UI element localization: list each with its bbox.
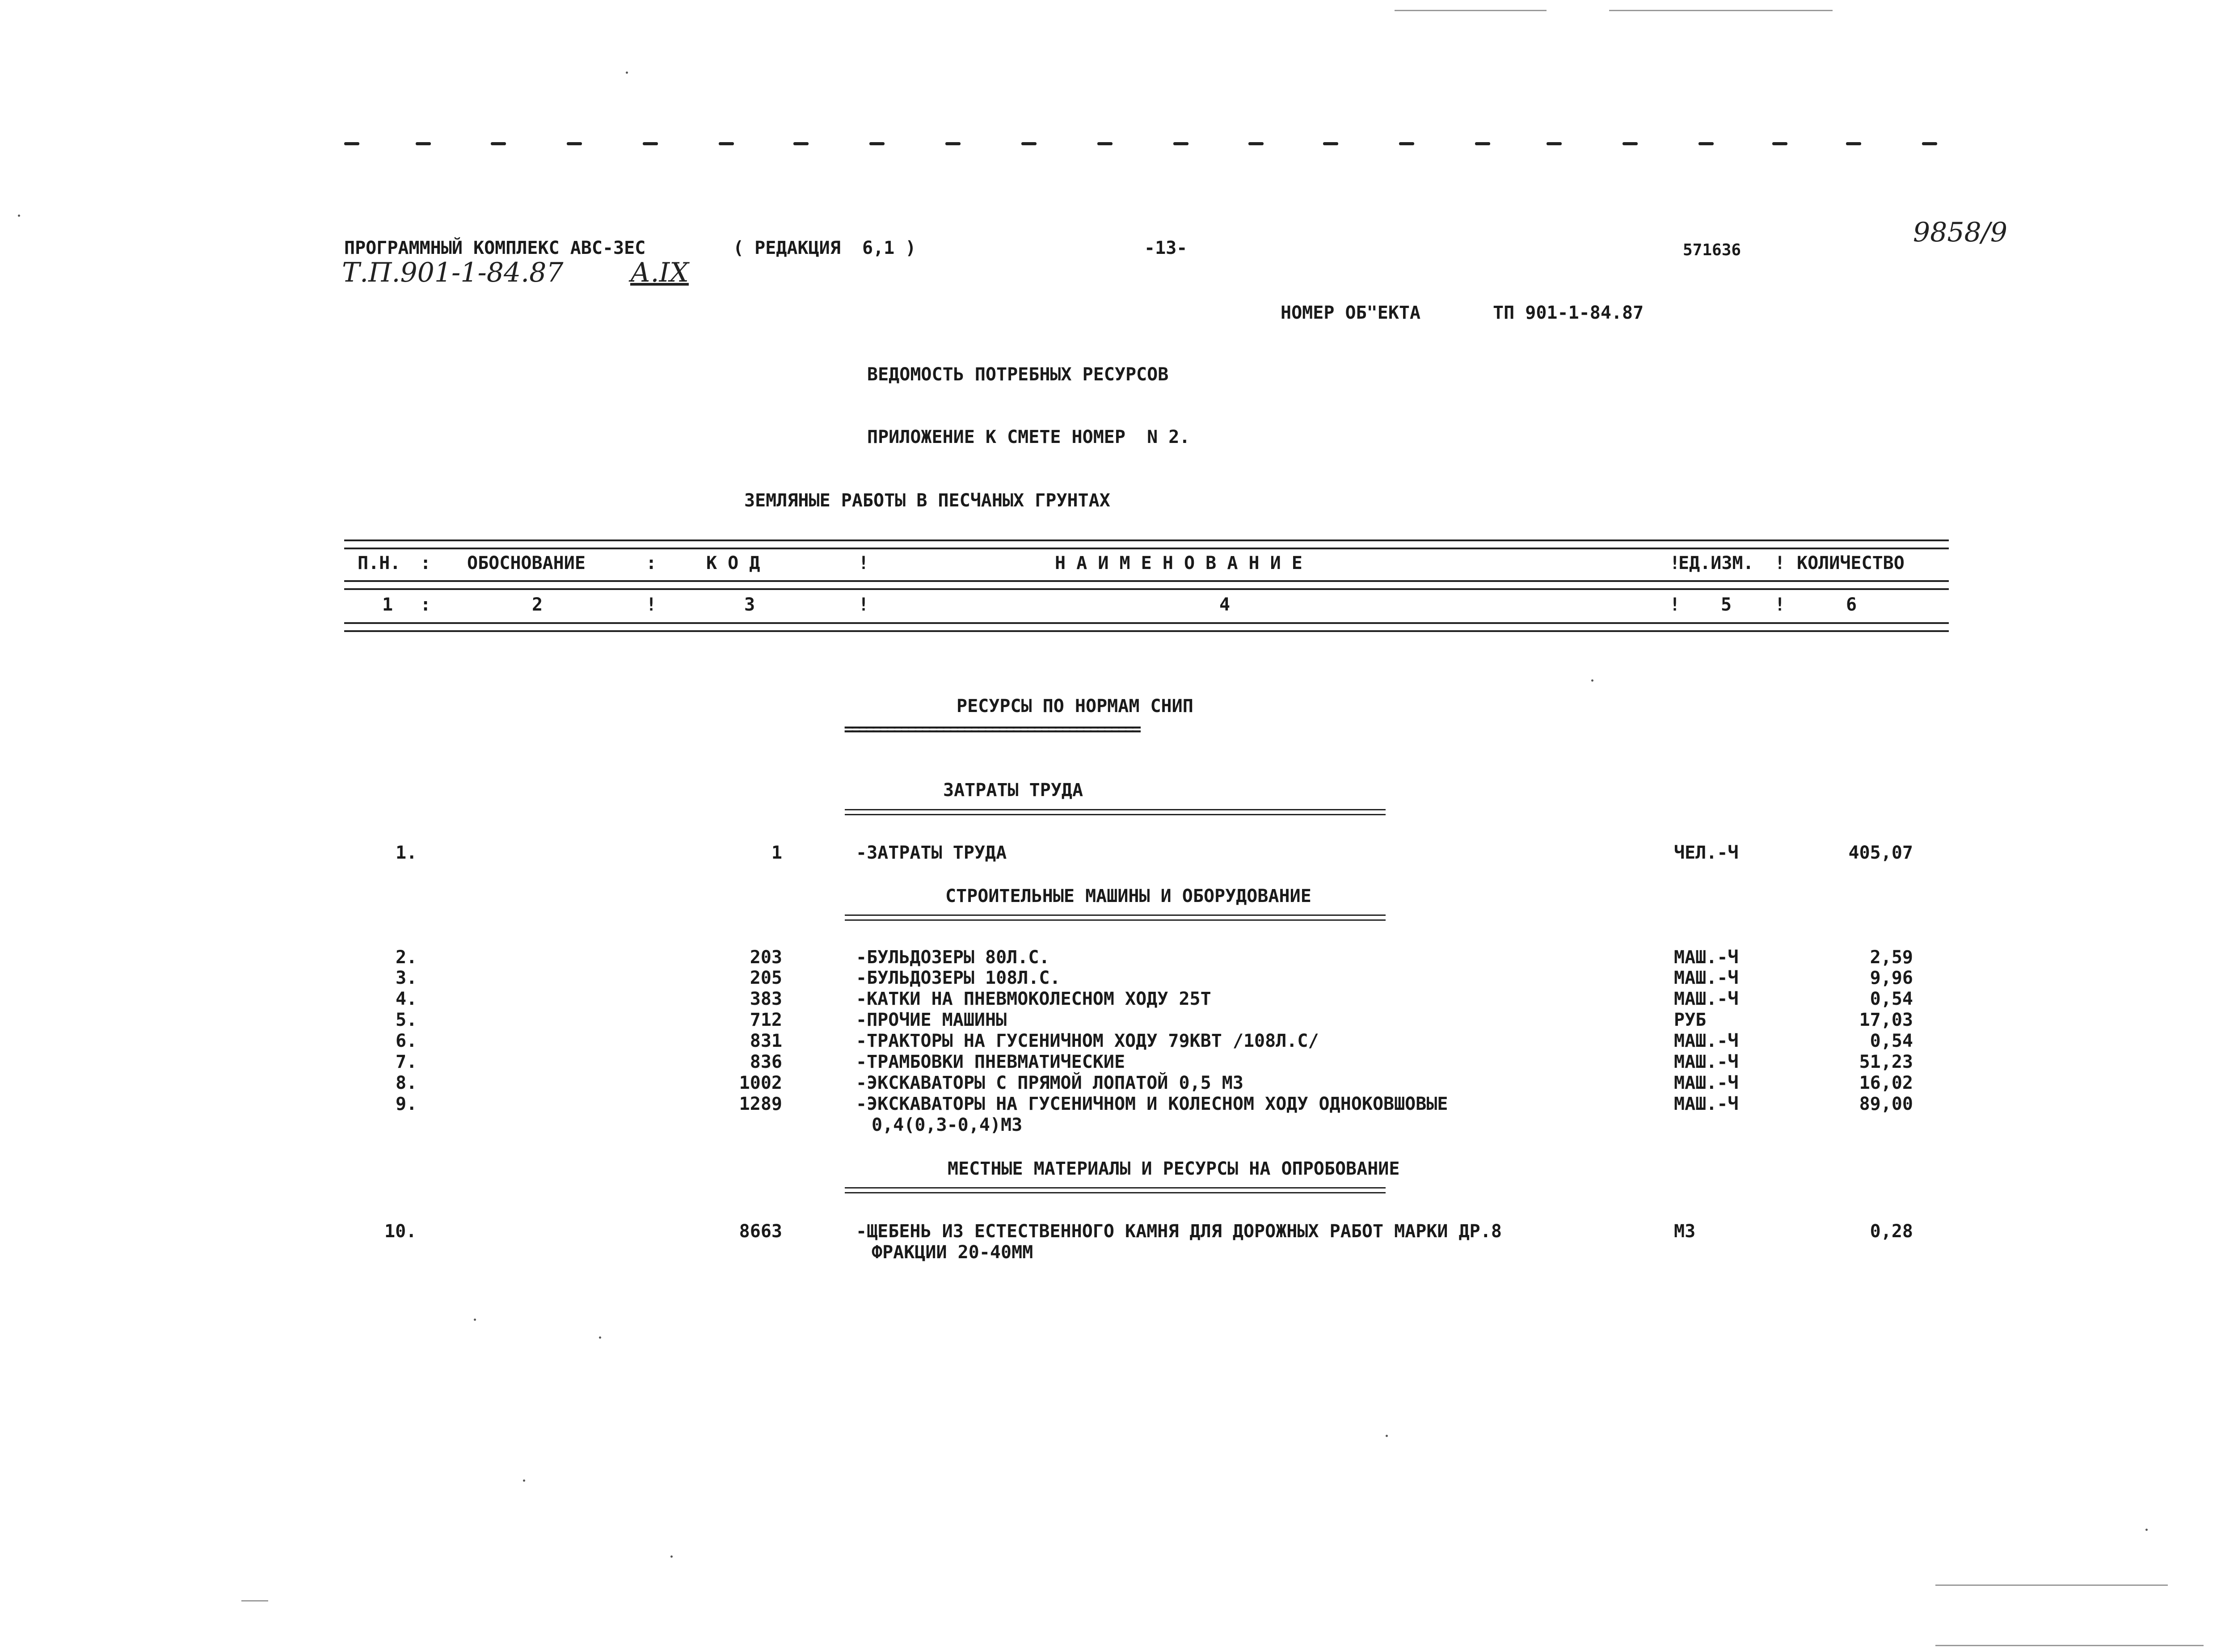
materials-group-rule — [845, 1187, 1386, 1193]
row-code: 1002 — [739, 1073, 782, 1093]
row-unit: МАШ.-Ч — [1674, 1094, 1739, 1114]
column-number: 1 — [382, 594, 393, 615]
column-header-quantity: КОЛИЧЕСТВО — [1797, 553, 1905, 573]
section-title: ЗЕМЛЯНЫЕ РАБОТЫ В ПЕСЧАНЫХ ГРУНТАХ — [744, 490, 1110, 511]
row-quantity: 0,54 — [1870, 1031, 1913, 1051]
resources-group-title: РЕСУРСЫ ПО НОРМАМ СНИП — [957, 696, 1193, 716]
row-number: 6. — [396, 1031, 417, 1051]
handwritten-corner-note: 9858/9 — [1913, 217, 2008, 248]
column-header-unit: ЕД.ИЗМ. — [1678, 553, 1754, 573]
column-separator: ! — [1774, 594, 1786, 615]
row-name: -ЩЕБЕНЬ ИЗ ЕСТЕСТВЕННОГО КАМНЯ ДЛЯ ДОРОЖНЫХ РАБОТ МАРКИ ДР.8 — [856, 1221, 1502, 1242]
column-number: 5 — [1721, 594, 1732, 615]
document-code: 571636 — [1683, 241, 1741, 259]
row-unit: М3 — [1674, 1221, 1696, 1242]
row-quantity: 0,28 — [1870, 1221, 1913, 1242]
column-separator: ! — [1669, 594, 1681, 615]
estimate-appendix: ПРИЛОЖЕНИЕ К СМЕТЕ НОМЕР N 2. — [867, 427, 1190, 447]
column-header-pn: П.Н. — [358, 553, 401, 573]
row-name-continued: 0,4(0,3-0,4)М3 — [872, 1115, 1023, 1135]
row-number: 4. — [396, 989, 417, 1009]
row-unit: РУБ — [1674, 1010, 1707, 1030]
materials-group-title: МЕСТНЫЕ МАТЕРИАЛЫ И РЕСУРСЫ НА ОПРОБОВАНИЕ — [948, 1159, 1400, 1179]
column-number: 4 — [1219, 594, 1231, 615]
machines-group-title: СТРОИТЕЛЬНЫЕ МАШИНЫ И ОБОРУДОВАНИЕ — [945, 886, 1311, 906]
column-header-name: Н А И М Е Н О В А Н И Е — [1055, 553, 1302, 573]
page-number: -13- — [1144, 238, 1188, 258]
row-unit: ЧЕЛ.-Ч — [1674, 843, 1739, 863]
row-unit: МАШ.-Ч — [1674, 968, 1739, 988]
row-name: -ЭКСКАВАТОРЫ С ПРЯМОЙ ЛОПАТОЙ 0,5 М3 — [856, 1073, 1243, 1093]
row-quantity: 9,96 — [1870, 968, 1913, 988]
table-header-top-rule — [344, 539, 1949, 549]
row-unit: МАШ.-Ч — [1674, 1052, 1739, 1072]
row-unit: МАШ.-Ч — [1674, 989, 1739, 1009]
row-quantity: 16,02 — [1859, 1073, 1913, 1093]
program-name: ПРОГРАММНЫЙ КОМПЛЕКС АВС-3ЕС — [344, 238, 646, 258]
row-code: 1 — [771, 843, 782, 863]
column-separator: ! — [858, 594, 869, 615]
row-number: 2. — [396, 947, 417, 968]
row-quantity: 405,07 — [1848, 843, 1913, 863]
handwritten-project-number: Т.П.901-1-84.87 — [342, 257, 564, 288]
row-unit: МАШ.-Ч — [1674, 1073, 1739, 1093]
table-header-bottom-rule — [344, 622, 1949, 632]
row-name: -ПРОЧИЕ МАШИНЫ — [856, 1010, 1007, 1030]
column-header-code: К О Д — [706, 553, 760, 573]
handwritten-album: А.IX — [630, 257, 689, 288]
row-code: 383 — [750, 989, 782, 1009]
column-separator: : — [420, 594, 431, 615]
document-title: ВЕДОМОСТЬ ПОТРЕБНЫХ РЕСУРСОВ — [867, 364, 1169, 385]
row-code: 1289 — [739, 1094, 782, 1114]
column-number: 2 — [532, 594, 543, 615]
row-code: 205 — [750, 968, 782, 988]
row-number: 3. — [396, 968, 417, 988]
column-header-basis: ОБОСНОВАНИЕ — [467, 553, 586, 573]
column-separator: : — [420, 553, 431, 573]
program-edition: ( РЕДАКЦИЯ 6,1 ) — [733, 238, 916, 258]
labor-group-rule — [845, 809, 1386, 815]
object-number-label: НОМЕР ОБ"ЕКТА — [1281, 303, 1421, 323]
column-number: 6 — [1846, 594, 1857, 615]
row-number: 1. — [396, 843, 417, 863]
column-separator: ! — [646, 594, 657, 615]
column-separator: ! — [1774, 553, 1786, 573]
row-name: -ТРАКТОРЫ НА ГУСЕНИЧНОМ ХОДУ 79КВТ /108Л.С/ — [856, 1031, 1319, 1051]
row-code: 836 — [750, 1052, 782, 1072]
column-separator: : — [646, 553, 657, 573]
row-name: -ЭКСКАВАТОРЫ НА ГУСЕНИЧНОМ И КОЛЕСНОМ ХОДУ ОДНОКОВШОВЫЕ — [856, 1094, 1448, 1114]
row-unit: МАШ.-Ч — [1674, 947, 1739, 968]
row-quantity: 0,54 — [1870, 989, 1913, 1009]
resources-group-underline: ========================================== — [844, 719, 1138, 739]
row-number: 8. — [396, 1073, 417, 1093]
table-header-mid-rule — [344, 580, 1949, 590]
column-number: 3 — [744, 594, 755, 615]
row-number: 5. — [396, 1010, 417, 1030]
row-code: 831 — [750, 1031, 782, 1051]
row-number: 9. — [396, 1094, 417, 1114]
row-number: 7. — [396, 1052, 417, 1072]
row-name: -ЗАТРАТЫ ТРУДА — [856, 843, 1007, 863]
row-name: -БУЛЬДОЗЕРЫ 108Л.С. — [856, 968, 1061, 988]
row-code: 8663 — [739, 1221, 782, 1242]
row-number: 10. — [384, 1221, 417, 1242]
row-name: -КАТКИ НА ПНЕВМОКОЛЕСНОМ ХОДУ 25Т — [856, 989, 1211, 1009]
row-name: -БУЛЬДОЗЕРЫ 80Л.С. — [856, 947, 1050, 968]
row-name: -ТРАМБОВКИ ПНЕВМАТИЧЕСКИЕ — [856, 1052, 1125, 1072]
column-separator: ! — [858, 553, 869, 573]
object-number-value: ТП 901-1-84.87 — [1493, 303, 1644, 323]
row-name-continued: ФРАКЦИИ 20-40ММ — [872, 1242, 1033, 1263]
row-unit: МАШ.-Ч — [1674, 1031, 1739, 1051]
labor-group-title: ЗАТРАТЫ ТРУДА — [943, 780, 1083, 801]
row-quantity: 2,59 — [1870, 947, 1913, 968]
row-code: 203 — [750, 947, 782, 968]
column-separator: ! — [1669, 553, 1681, 573]
row-code: 712 — [750, 1010, 782, 1030]
row-quantity: 17,03 — [1859, 1010, 1913, 1030]
row-quantity: 51,23 — [1859, 1052, 1913, 1072]
machines-group-rule — [845, 914, 1386, 921]
row-quantity: 89,00 — [1859, 1094, 1913, 1114]
